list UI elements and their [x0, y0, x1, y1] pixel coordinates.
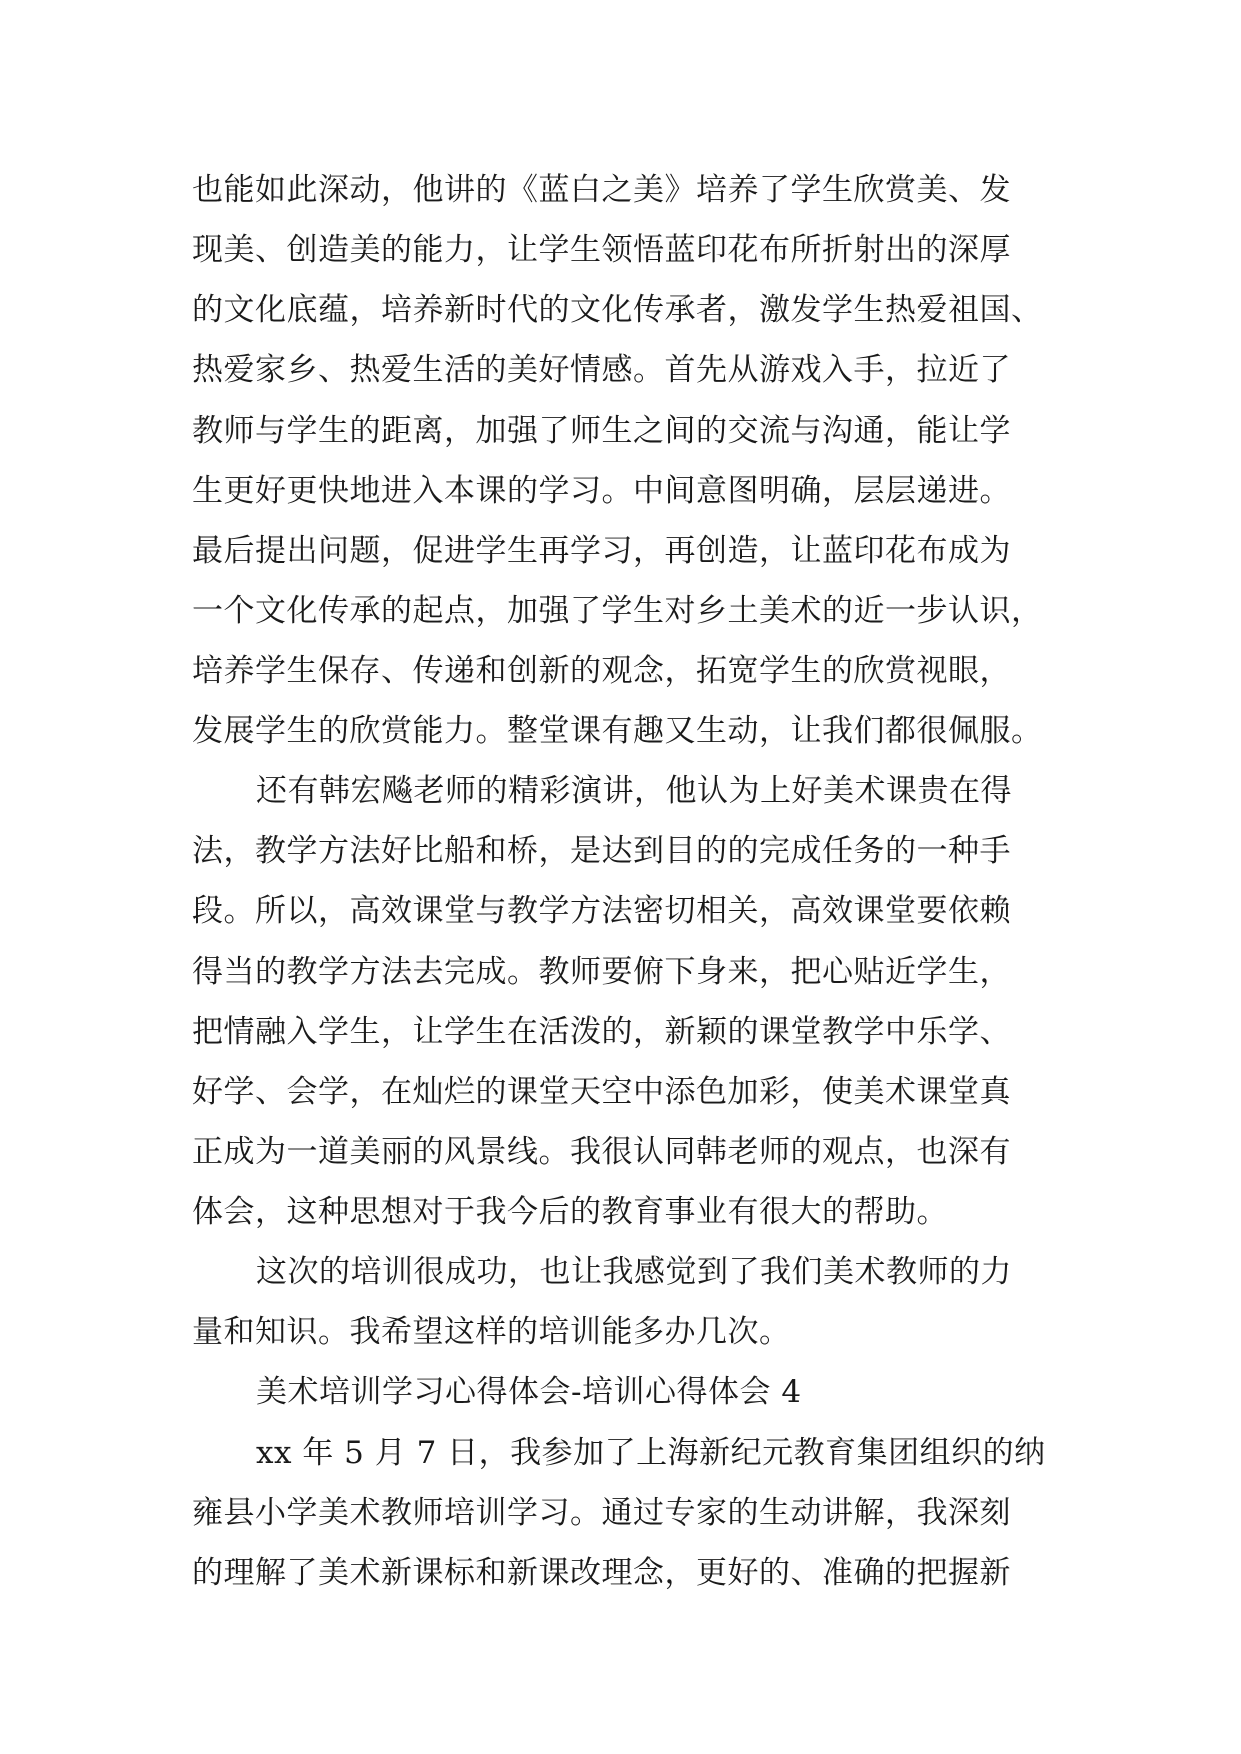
text-line: 生更好更快地进入本课的学习。中间意图明确，层层递进。 [192, 473, 1011, 509]
text-line: 发展学生的欣赏能力。整堂课有趣又生动，让我们都很佩服。 [192, 713, 1043, 749]
text-line: 得当的教学方法去完成。教师要俯下身来，把心贴近学生， [192, 954, 1011, 990]
text-line: 最后提出问题，促进学生再学习，再创造，让蓝印花布成为 [192, 533, 1011, 569]
section-heading: 美术培训学习心得体会-培训心得体会 4 [256, 1374, 802, 1410]
text-line: 体会，这种思想对于我今后的教育事业有很大的帮助。 [192, 1194, 948, 1230]
text-line: 培养学生保存、传递和创新的观念，拓宽学生的欣赏视眼， [192, 653, 1011, 689]
text-line: 一个文化传承的起点，加强了学生对乡土美术的近一步认识， [192, 593, 1043, 629]
text-line: xx 年 5 月 7 日，我参加了上海新纪元教育集团组织的纳 [256, 1435, 1046, 1471]
text-line: 现美、创造美的能力，让学生领悟蓝印花布所折射出的深厚 [192, 232, 1011, 268]
text-line: 正成为一道美丽的风景线。我很认同韩老师的观点，也深有 [192, 1134, 1011, 1170]
text-line: 的文化底蕴，培养新时代的文化传承者，激发学生热爱祖国、 [192, 292, 1043, 328]
text-line: 也能如此深动，他讲的《蓝白之美》培养了学生欣赏美、发 [192, 172, 1011, 208]
text-line: 的理解了美术新课标和新课改理念，更好的、准确的把握新 [192, 1555, 1011, 1591]
text-line: 还有韩宏飚老师的精彩演讲，他认为上好美术课贵在得 [256, 773, 1012, 809]
text-line: 这次的培训很成功，也让我感觉到了我们美术教师的力 [256, 1254, 1012, 1290]
text-line: 量和知识。我希望这样的培训能多办几次。 [192, 1314, 791, 1350]
text-line: 段。所以，高效课堂与教学方法密切相关，高效课堂要依赖 [192, 893, 1011, 929]
text-line: 教师与学生的距离，加强了师生之间的交流与沟通，能让学 [192, 413, 1011, 449]
text-line: 热爱家乡、热爱生活的美好情感。首先从游戏入手，拉近了 [192, 352, 1011, 388]
text-line: 好学、会学，在灿烂的课堂天空中添色加彩，使美术课堂真 [192, 1074, 1011, 1110]
text-line: 法，教学方法好比船和桥，是达到目的的完成任务的一种手 [192, 833, 1011, 869]
text-line: 把情融入学生，让学生在活泼的，新颖的课堂教学中乐学、 [192, 1014, 1011, 1050]
text-line: 雍县小学美术教师培训学习。通过专家的生动讲解，我深刻 [192, 1495, 1011, 1531]
